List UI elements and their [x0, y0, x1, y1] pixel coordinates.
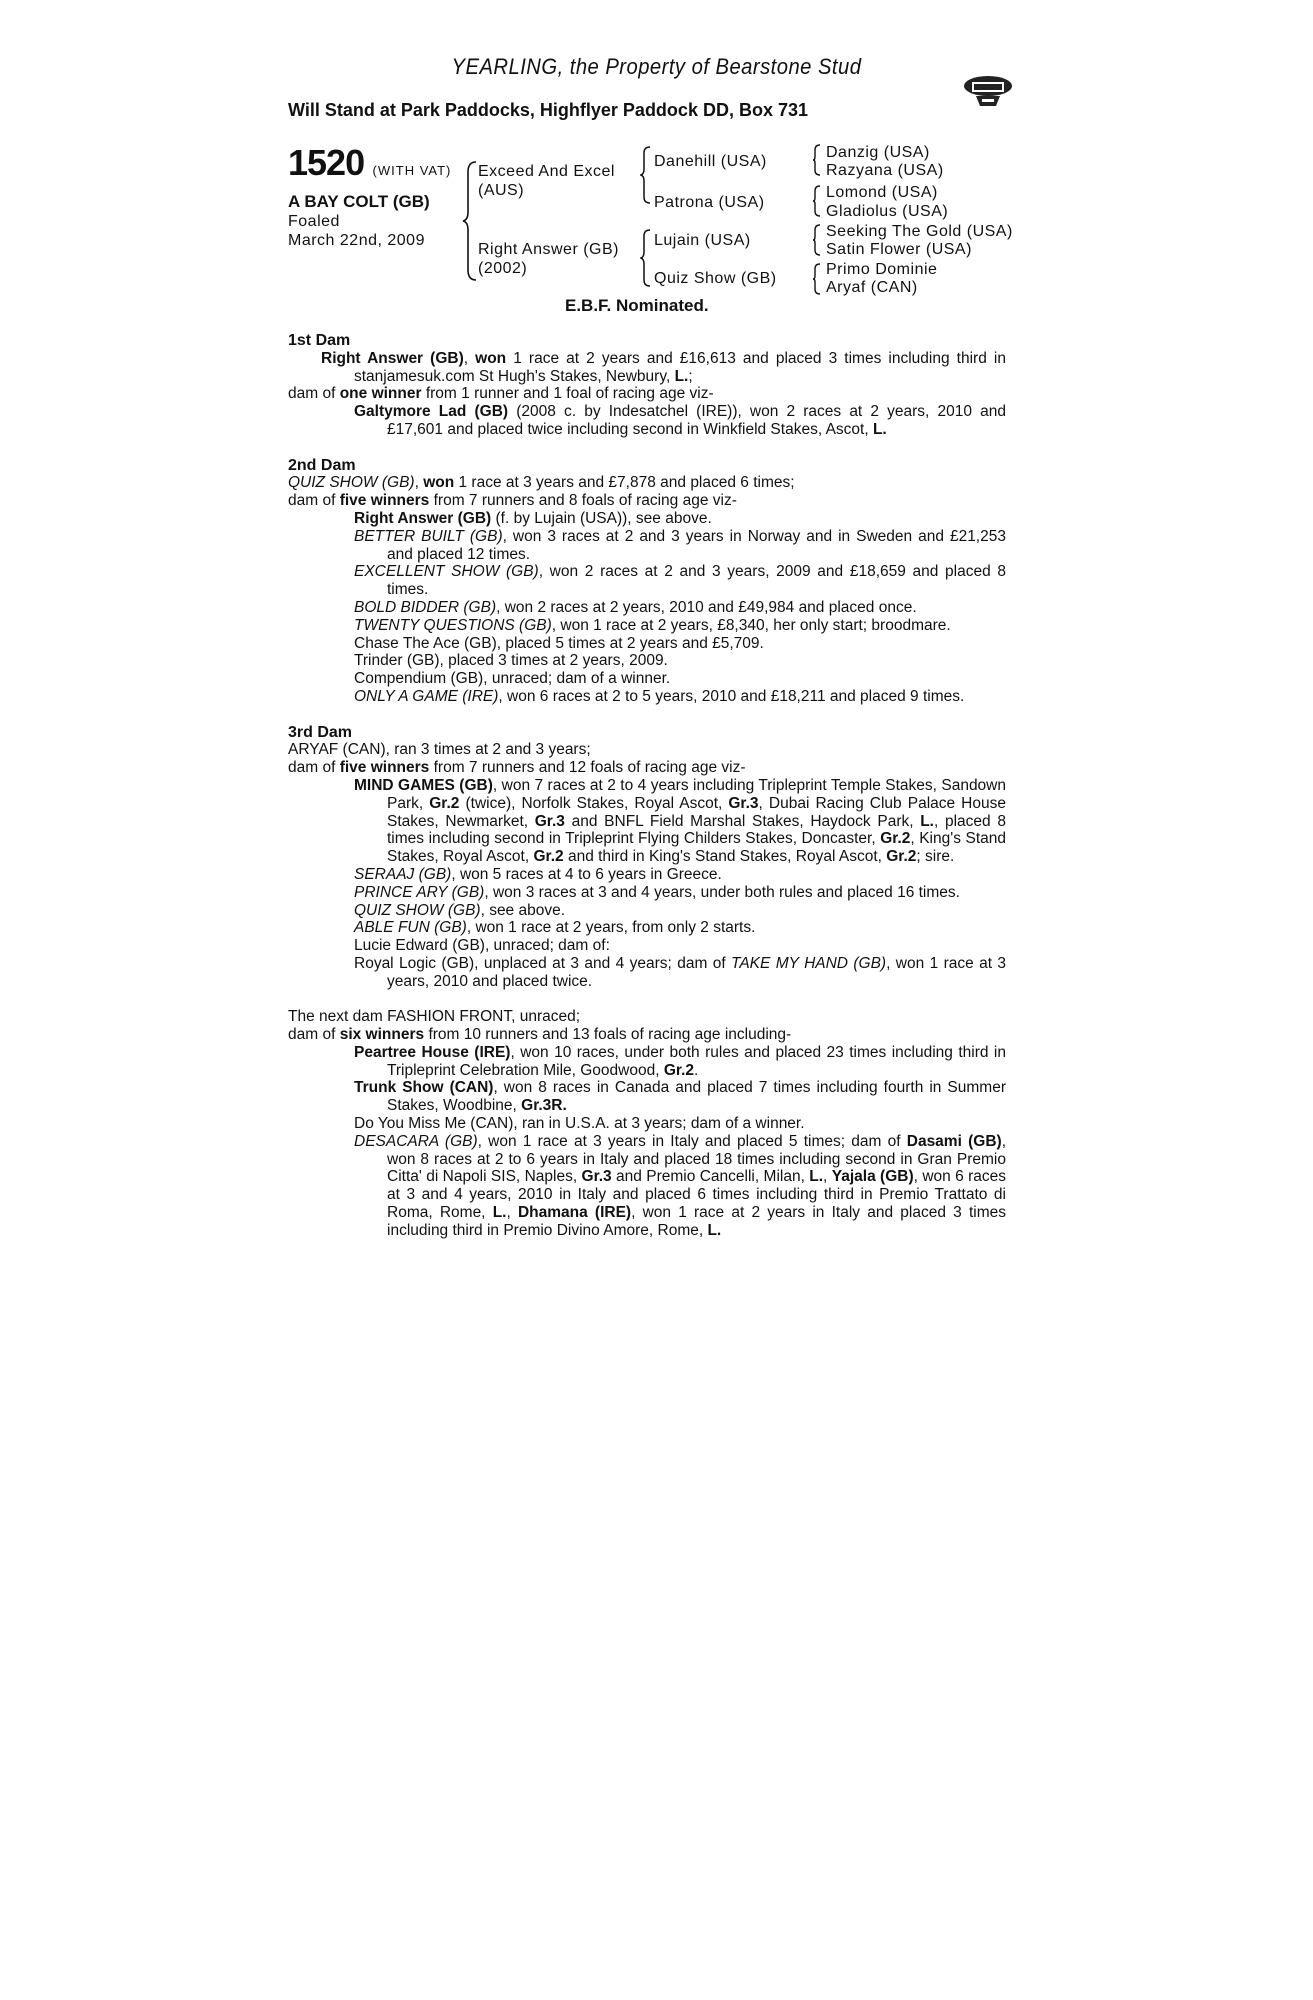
pedigree-ggs-7: Primo Dominie: [826, 261, 938, 278]
pedigree-dam: [478, 240, 619, 278]
next-dam-record: The next dam FASHION FRONT, unraced;: [288, 1008, 581, 1026]
pedigree-brace-gs1: [812, 143, 822, 177]
pedigree-sire-dam: Patrona (USA): [654, 194, 765, 211]
lot-description: A BAY COLT (GB): [288, 192, 430, 211]
vat-note: (WITH VAT): [372, 163, 452, 178]
second-dam-produce-5: TWENTY QUESTIONS (GB), won 1 race at 2 years, £8,340, her only start; broodmare.: [354, 616, 951, 634]
page-title: YEARLING, the Property of Bearstone Stud: [451, 54, 862, 79]
second-dam-heading: 2nd Dam: [288, 456, 356, 474]
dam-name: Right Answer (GB): [478, 241, 619, 258]
pedigree-ggs-6: Satin Flower (USA): [826, 241, 972, 258]
lot-number: 1520: [288, 142, 365, 183]
next-dam-produce-3: Do You Miss Me (CAN), ran in U.S.A. at 3 years; dam of a winner.: [354, 1115, 805, 1133]
ebf-note: E.B.F. Nominated.: [565, 296, 709, 315]
sire-name: Exceed And Excel: [478, 163, 615, 180]
second-dam-produce-6: Chase The Ace (GB), placed 5 times at 2 years and £5,709.: [354, 634, 764, 652]
second-dam-produce-1: Right Answer (GB) (f. by Lujain (USA)), see above.: [354, 509, 712, 527]
dam-year: (2002): [478, 260, 528, 277]
pedigree-ggs-8: Aryaf (CAN): [826, 279, 918, 296]
first-dam-produce-1: Galtymore Lad (GB) (2008 c. by Indesatchel (IRE)), won 2 races at 2 years, 2010 and £17,601 and placed twice including second in Winkfield Stakes, Ascot, L.: [354, 403, 1006, 438]
catalogue-body: [288, 332, 1006, 1240]
second-dam-produce-7: Trinder (GB), placed 3 times at 2 years, 2009.: [354, 652, 668, 670]
next-dam-produce-2: Trunk Show (CAN), won 8 races in Canada and placed 7 times including fourth in Summer Stakes, Woodbine, Gr.3R.: [354, 1079, 1006, 1115]
second-dam-grandproduce-1: ONLY A GAME (IRE), won 6 races at 2 to 5 years, 2010 and £18,211 and placed 9 times.: [354, 687, 965, 705]
pedigree-ggs-3: Lomond (USA): [826, 184, 938, 201]
second-dam-produce-3: EXCELLENT SHOW (GB), won 2 races at 2 and 3 years, 2009 and £18,659 and placed 8 times.: [354, 563, 1006, 599]
pedigree-brace-gs2: [812, 184, 822, 218]
third-dam-produce-4: QUIZ SHOW (GB), see above.: [354, 901, 566, 919]
third-dam-heading: 3rd Dam: [288, 723, 353, 741]
next-dam-grandproduce-1: DESACARA (GB), won 1 race at 3 years in Italy and placed 5 times; dam of Dasami (GB), won 8 races at 2 to 6 years in Italy and placed 18 times including second in Gran Premio Citta' di Napoli SIS, Naples, Gr.3 and Premio Cancelli, Milan, L., Yajala (GB), won 6 races at 3 and 4 years, 2010 in Italy and placed 6 times including third in Premio Trattato di Roma, Rome, L., Dhamana (IRE), won 1 race at 2 years in Italy and placed 3 times including third in Premio Divino Amore, Rome, L.: [354, 1132, 1007, 1239]
first-dam-heading: 1st Dam: [288, 332, 351, 349]
pedigree-ggs-4: Gladiolus (USA): [826, 203, 949, 220]
second-dam-produce-8: Compendium (GB), unraced; dam of a winner.: [354, 670, 671, 688]
pedigree-ggs-2: Razyana (USA): [826, 162, 944, 179]
pedigree-brace-gs3: [812, 223, 822, 257]
next-dam-produce-summary: dam of six winners from 10 runners and 13 foals of racing age including-: [288, 1026, 792, 1044]
pedigree-dam-dam: Quiz Show (GB): [654, 270, 777, 287]
first-dam-record: Right Answer (GB), won 1 race at 2 years and £16,613 and placed 3 times including third in stanjamesuk.com St Hugh's Stakes, Newbury, L.;: [321, 349, 1006, 385]
lot-header: [288, 142, 451, 184]
third-dam-produce-5: ABLE FUN (GB), won 1 race at 2 years, from only 2 starts.: [354, 919, 756, 937]
first-dam-produce-summary: dam of one winner from 1 runner and 1 foal of racing age viz-: [288, 385, 714, 403]
foaled-label: Foaled: [288, 213, 340, 230]
third-dam-produce-6: Lucie Edward (GB), unraced; dam of:: [354, 937, 610, 955]
sire-origin: (AUS): [478, 182, 525, 199]
second-dam-produce-4: BOLD BIDDER (GB), won 2 races at 2 years, 2010 and £49,984 and placed once.: [354, 598, 917, 616]
foaled-info: [288, 212, 425, 250]
pedigree-ggs-5: Seeking The Gold (USA): [826, 223, 1013, 240]
pedigree-brace-dam: [640, 228, 652, 288]
pedigree-brace-main: [462, 160, 478, 282]
foaled-date: March 22nd, 2009: [288, 232, 425, 249]
third-dam-grandproduce-1: Royal Logic (GB), unplaced at 3 and 4 years; dam of TAKE MY HAND (GB), won 1 race at 3 years, 2010 and placed twice.: [354, 954, 1007, 990]
second-dam-produce-2: BETTER BUILT (GB), won 3 races at 2 and 3 years in Norway and in Sweden and £21,253 and placed 12 times.: [354, 527, 1006, 563]
third-dam-produce-3: PRINCE ARY (GB), won 3 races at 3 and 4 years, under both rules and placed 16 times.: [354, 883, 960, 901]
pedigree-sire: [478, 162, 615, 200]
pedigree-brace-sire: [640, 145, 652, 205]
stand-location: Will Stand at Park Paddocks, Highflyer Paddock DD, Box 731: [288, 100, 808, 120]
second-dam-produce-summary: dam of five winners from 7 runners and 8 foals of racing age viz-: [288, 492, 737, 510]
third-dam-produce-summary: dam of five winners from 7 runners and 12 foals of racing age viz-: [288, 759, 746, 777]
third-dam-produce-2: SERAAJ (GB), won 5 races at 4 to 6 years in Greece.: [354, 865, 722, 883]
second-dam-record: QUIZ SHOW (GB), won 1 race at 3 years and £7,878 and placed 6 times;: [288, 474, 795, 492]
pedigree-brace-gs4: [812, 262, 822, 296]
next-dam-produce-1: Peartree House (IRE), won 10 races, under both rules and placed 23 times including third in Tripleprint Celebration Mile, Goodwood, Gr.2.: [354, 1043, 1006, 1079]
pedigree-ggs-1: Danzig (USA): [826, 144, 930, 161]
third-dam-record: ARYAF (CAN), ran 3 times at 2 and 3 years;: [288, 741, 591, 759]
pedigree-dam-sire: Lujain (USA): [654, 232, 751, 249]
pedigree-sire-sire: Danehill (USA): [654, 153, 767, 170]
stud-logo-icon: [962, 66, 1014, 110]
third-dam-produce-1: MIND GAMES (GB), won 7 races at 2 to 4 years including Tripleprint Temple Stakes, Sandown Park, Gr.2 (twice), Norfolk Stakes, Royal Ascot, Gr.3, Dubai Racing Club Palace House Stakes, Newmarket, Gr.3 and BNFL Field Marshal Stakes, Haydock Park, L., placed 8 times including second in Tripleprint Flying Childers Stakes, Doncaster, Gr.2, King's Stand Stakes, Royal Ascot, Gr.2 and third in King's Stand Stakes, Royal Ascot, Gr.2; sire.: [354, 776, 1006, 866]
